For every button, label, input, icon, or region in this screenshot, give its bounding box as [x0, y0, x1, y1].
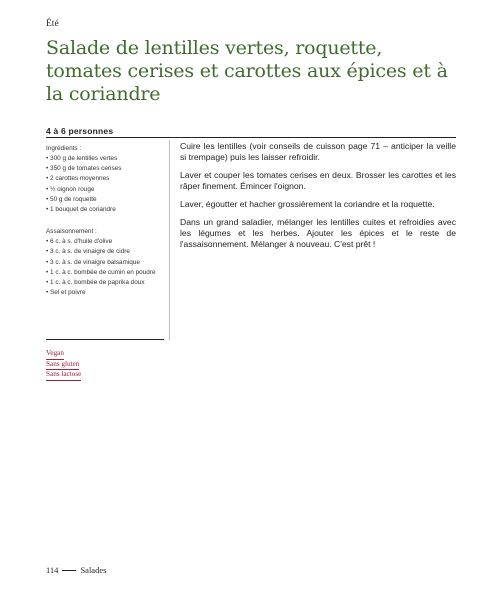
ingredient-item: • ½ oignon rouge: [46, 185, 95, 193]
ingredients-bottom-rule: [46, 339, 164, 340]
servings-label: 4 à 6 personnes: [46, 126, 114, 136]
instruction-paragraph: Cuire les lentilles (voir conseils de cuisson page 71 – anticiper la veille si trempage) puis les laisser refroidir.: [180, 141, 456, 163]
ingredient-item: • 1 bouquet de coriandre: [46, 206, 116, 214]
instruction-paragraph: Laver, égoutter et hacher grossièrement la coriandre et la roquette.: [180, 199, 435, 209]
ingredients-column: [46, 142, 164, 298]
diet-tags: [46, 349, 81, 381]
tag-vegan: Vegan: [46, 349, 64, 360]
season-label: Été: [46, 19, 59, 29]
instruction-paragraph: Laver et couper les tomates cerises en deux. Brosser les carottes et les râper finement. Émincer l'oignon.: [180, 170, 456, 192]
tag-gluten-free: Sans gluten: [46, 360, 79, 371]
seasoning-title: Assaisonnement :: [46, 228, 97, 236]
instruction-paragraph: Dans un grand saladier, mélanger les lentilles cuites et refroidies avec les légumes et les herbes. Ajouter les épices et le reste de l'assaisonnement. Mélanger à nouveau. C'est prêt !: [180, 216, 456, 250]
seasoning-item: • 3 c. à s. de vinaigre de cidre: [46, 248, 130, 256]
ingredients-title: Ingrédients :: [46, 145, 82, 152]
ingredient-item: • 2 carottes moyennes: [46, 175, 110, 183]
seasoning-item: • 1 c. à c. bombée de paprika doux: [46, 279, 145, 287]
tag-lactose-free: Sans lactose: [46, 370, 81, 381]
header-rule: [46, 137, 456, 138]
seasoning-item: • 1 c. à c. bombée de cumin en poudre: [46, 268, 156, 276]
seasoning-item: • 6 c. à s. d'huile d'olive: [46, 238, 113, 246]
ingredient-item: • 350 g de tomates cerises: [46, 165, 122, 173]
column-divider: [169, 140, 170, 340]
instructions: [180, 141, 456, 257]
ingredient-item: • 300 g de lentilles vertes: [46, 155, 118, 162]
footer-divider: [62, 570, 76, 571]
seasoning-item: • 3 c. à s. de vinaigre balsamique: [46, 258, 140, 266]
seasoning-item: • Sel et poivre: [46, 289, 86, 297]
page-footer: [46, 565, 106, 575]
recipe-title: Salade de lentilles vertes, roquette, tomates cerises et carottes aux épices et à la coriandre: [46, 37, 448, 105]
section-name: Salades: [80, 565, 107, 575]
page-number: 114: [46, 565, 59, 575]
ingredient-item: • 50 g de roquette: [46, 195, 97, 203]
